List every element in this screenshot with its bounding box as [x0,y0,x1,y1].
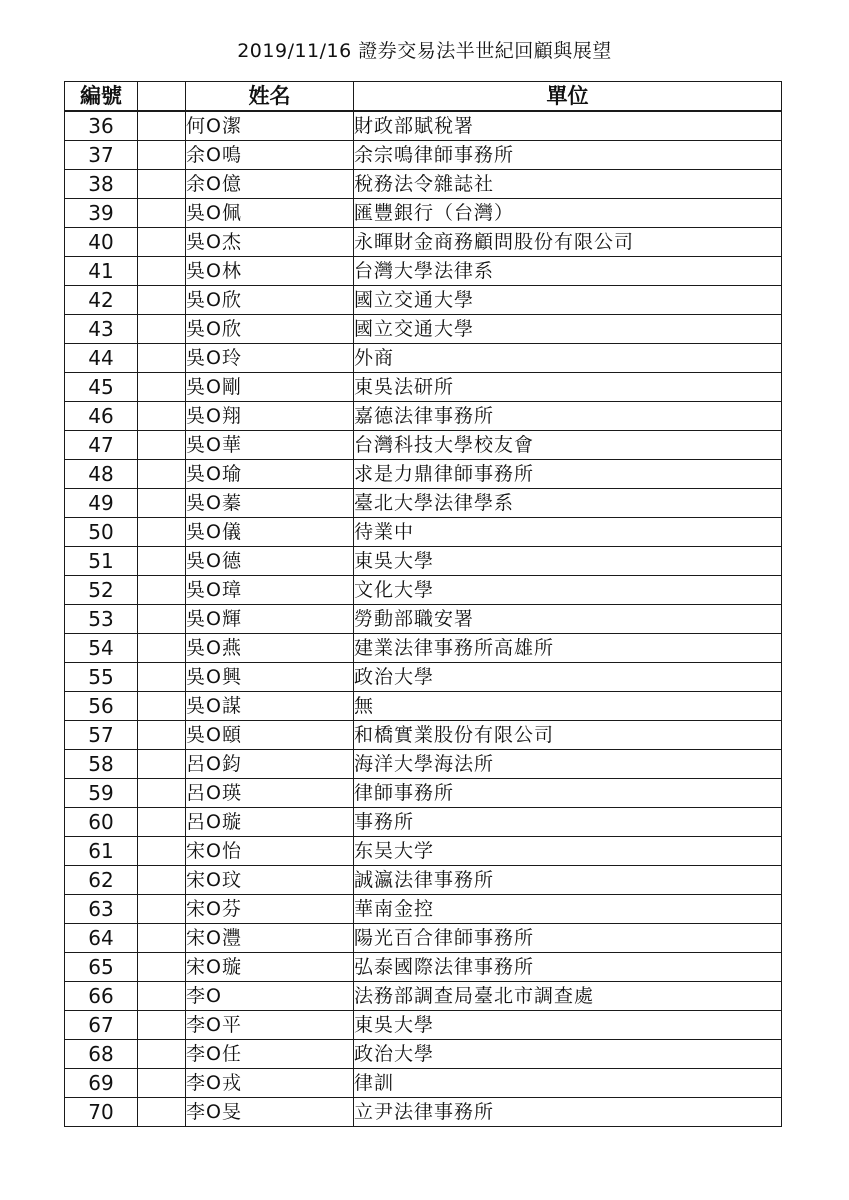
row-name: 吳O輝 [186,605,354,634]
row-number: 45 [65,373,138,402]
row-blank-cell [138,692,186,721]
row-blank-cell [138,837,186,866]
row-name: 吳O燕 [186,634,354,663]
row-blank-cell [138,663,186,692]
row-blank-cell [138,431,186,460]
header-number: 編號 [65,82,138,112]
table-row [65,1098,782,1127]
row-name: 吳O欣 [186,315,354,344]
row-number: 50 [65,518,138,547]
row-unit: 嘉德法律事務所 [354,402,782,431]
row-number: 63 [65,895,138,924]
row-blank-cell [138,779,186,808]
table-row [65,1011,782,1040]
header-row [65,82,782,112]
row-unit: 東吳大學 [354,547,782,576]
table-row [65,431,782,460]
row-name: 宋O怡 [186,837,354,866]
table-row [65,1040,782,1069]
row-unit: 陽光百合律師事務所 [354,924,782,953]
table-row [65,199,782,228]
table-row [65,953,782,982]
row-name: 吳O儀 [186,518,354,547]
row-number: 43 [65,315,138,344]
table-body [65,111,782,1127]
table-row [65,315,782,344]
row-unit: 東吳大學 [354,1011,782,1040]
row-unit: 东吴大学 [354,837,782,866]
row-number: 65 [65,953,138,982]
row-blank-cell [138,257,186,286]
row-unit: 文化大學 [354,576,782,605]
header-unit: 單位 [354,82,782,112]
row-unit: 政治大學 [354,1040,782,1069]
row-blank-cell [138,1040,186,1069]
row-blank-cell [138,750,186,779]
row-number: 39 [65,199,138,228]
row-blank-cell [138,1098,186,1127]
row-blank-cell [138,460,186,489]
table-row [65,721,782,750]
row-name: 呂O鈞 [186,750,354,779]
row-number: 70 [65,1098,138,1127]
row-name: 余O鳴 [186,141,354,170]
row-name: 吳O德 [186,547,354,576]
table-row [65,170,782,199]
row-blank-cell [138,286,186,315]
row-number: 66 [65,982,138,1011]
row-unit: 無 [354,692,782,721]
table-row [65,895,782,924]
row-name: 呂O瑛 [186,779,354,808]
row-number: 48 [65,460,138,489]
row-unit: 余宗鳴律師事務所 [354,141,782,170]
row-blank-cell [138,170,186,199]
row-unit: 弘泰國際法律事務所 [354,953,782,982]
row-number: 49 [65,489,138,518]
table-row [65,750,782,779]
row-unit: 法務部調查局臺北市調查處 [354,982,782,1011]
row-name: 吳O林 [186,257,354,286]
row-unit: 稅務法令雜誌社 [354,170,782,199]
row-unit: 台灣大學法律系 [354,257,782,286]
row-number: 36 [65,111,138,141]
page-title: 2019/11/16 證券交易法半世紀回顧與展望 [237,40,612,62]
row-number: 40 [65,228,138,257]
row-number: 64 [65,924,138,953]
row-unit: 事務所 [354,808,782,837]
row-name: 吳O謀 [186,692,354,721]
row-unit: 國立交通大學 [354,315,782,344]
row-name: 何O潔 [186,111,354,141]
row-blank-cell [138,402,186,431]
row-blank-cell [138,344,186,373]
table-row [65,779,782,808]
table-header [65,82,782,112]
row-number: 55 [65,663,138,692]
row-number: 38 [65,170,138,199]
table-row [65,924,782,953]
row-unit: 律訓 [354,1069,782,1098]
row-blank-cell [138,808,186,837]
table-row [65,866,782,895]
row-blank-cell [138,721,186,750]
roster-table [64,81,782,1127]
table-row [65,402,782,431]
row-blank-cell [138,111,186,141]
row-number: 51 [65,547,138,576]
row-blank-cell [138,982,186,1011]
table-row [65,982,782,1011]
row-name: 宋O芬 [186,895,354,924]
row-blank-cell [138,141,186,170]
row-blank-cell [138,489,186,518]
row-blank-cell [138,953,186,982]
row-unit: 待業中 [354,518,782,547]
row-number: 59 [65,779,138,808]
row-unit: 臺北大學法律學系 [354,489,782,518]
row-name: 李O任 [186,1040,354,1069]
table-row [65,605,782,634]
table-row [65,141,782,170]
row-name: 宋O璇 [186,953,354,982]
row-blank-cell [138,315,186,344]
row-unit: 求是力鼎律師事務所 [354,460,782,489]
row-name: 吳O頤 [186,721,354,750]
row-name: 余O億 [186,170,354,199]
row-blank-cell [138,373,186,402]
row-blank-cell [138,576,186,605]
row-unit: 政治大學 [354,663,782,692]
row-unit: 東吳法研所 [354,373,782,402]
row-unit: 誠瀛法律事務所 [354,866,782,895]
row-number: 37 [65,141,138,170]
row-blank-cell [138,199,186,228]
row-number: 47 [65,431,138,460]
row-blank-cell [138,518,186,547]
table-row [65,111,782,141]
row-number: 44 [65,344,138,373]
row-number: 46 [65,402,138,431]
table-row [65,547,782,576]
row-blank-cell [138,547,186,576]
row-number: 53 [65,605,138,634]
table-row [65,257,782,286]
row-name: 宋O灃 [186,924,354,953]
row-name: 李O旻 [186,1098,354,1127]
table-row [65,228,782,257]
row-blank-cell [138,228,186,257]
row-blank-cell [138,605,186,634]
row-name: 吳O剛 [186,373,354,402]
row-number: 68 [65,1040,138,1069]
row-number: 56 [65,692,138,721]
row-number: 67 [65,1011,138,1040]
row-blank-cell [138,895,186,924]
table-row [65,576,782,605]
row-name: 李O [186,982,354,1011]
row-name: 吳O杰 [186,228,354,257]
row-number: 42 [65,286,138,315]
table-row [65,460,782,489]
table-row [65,489,782,518]
row-unit: 華南金控 [354,895,782,924]
row-blank-cell [138,1069,186,1098]
row-blank-cell [138,634,186,663]
row-unit: 勞動部職安署 [354,605,782,634]
row-name: 吳O瑜 [186,460,354,489]
row-unit: 律師事務所 [354,779,782,808]
row-name: 吳O欣 [186,286,354,315]
row-unit: 財政部賦稅署 [354,111,782,141]
header-blank [138,82,186,112]
row-unit: 立尹法律事務所 [354,1098,782,1127]
table-row [65,1069,782,1098]
table-row [65,286,782,315]
row-name: 吳O玲 [186,344,354,373]
row-number: 54 [65,634,138,663]
table-row [65,808,782,837]
table-row [65,663,782,692]
table-row [65,837,782,866]
row-name: 呂O璇 [186,808,354,837]
row-blank-cell [138,1011,186,1040]
row-blank-cell [138,866,186,895]
table-row [65,634,782,663]
row-unit: 和橋實業股份有限公司 [354,721,782,750]
row-number: 57 [65,721,138,750]
row-number: 61 [65,837,138,866]
table-row [65,692,782,721]
row-number: 52 [65,576,138,605]
row-name: 吳O璋 [186,576,354,605]
row-number: 60 [65,808,138,837]
row-name: 吳O華 [186,431,354,460]
row-number: 69 [65,1069,138,1098]
table-row [65,373,782,402]
row-unit: 外商 [354,344,782,373]
row-unit: 台灣科技大學校友會 [354,431,782,460]
row-blank-cell [138,924,186,953]
row-number: 58 [65,750,138,779]
row-name: 吳O翔 [186,402,354,431]
row-name: 宋O玟 [186,866,354,895]
row-name: 吳O佩 [186,199,354,228]
table-row [65,344,782,373]
row-unit: 國立交通大學 [354,286,782,315]
row-name: 李O戎 [186,1069,354,1098]
header-name: 姓名 [186,82,354,112]
table-row [65,518,782,547]
row-number: 62 [65,866,138,895]
row-name: 吳O興 [186,663,354,692]
row-unit: 建業法律事務所高雄所 [354,634,782,663]
row-unit: 匯豐銀行（台灣） [354,199,782,228]
row-unit: 海洋大學海法所 [354,750,782,779]
row-unit: 永暉財金商務顧問股份有限公司 [354,228,782,257]
row-number: 41 [65,257,138,286]
row-name: 李O平 [186,1011,354,1040]
row-name: 吳O蓁 [186,489,354,518]
